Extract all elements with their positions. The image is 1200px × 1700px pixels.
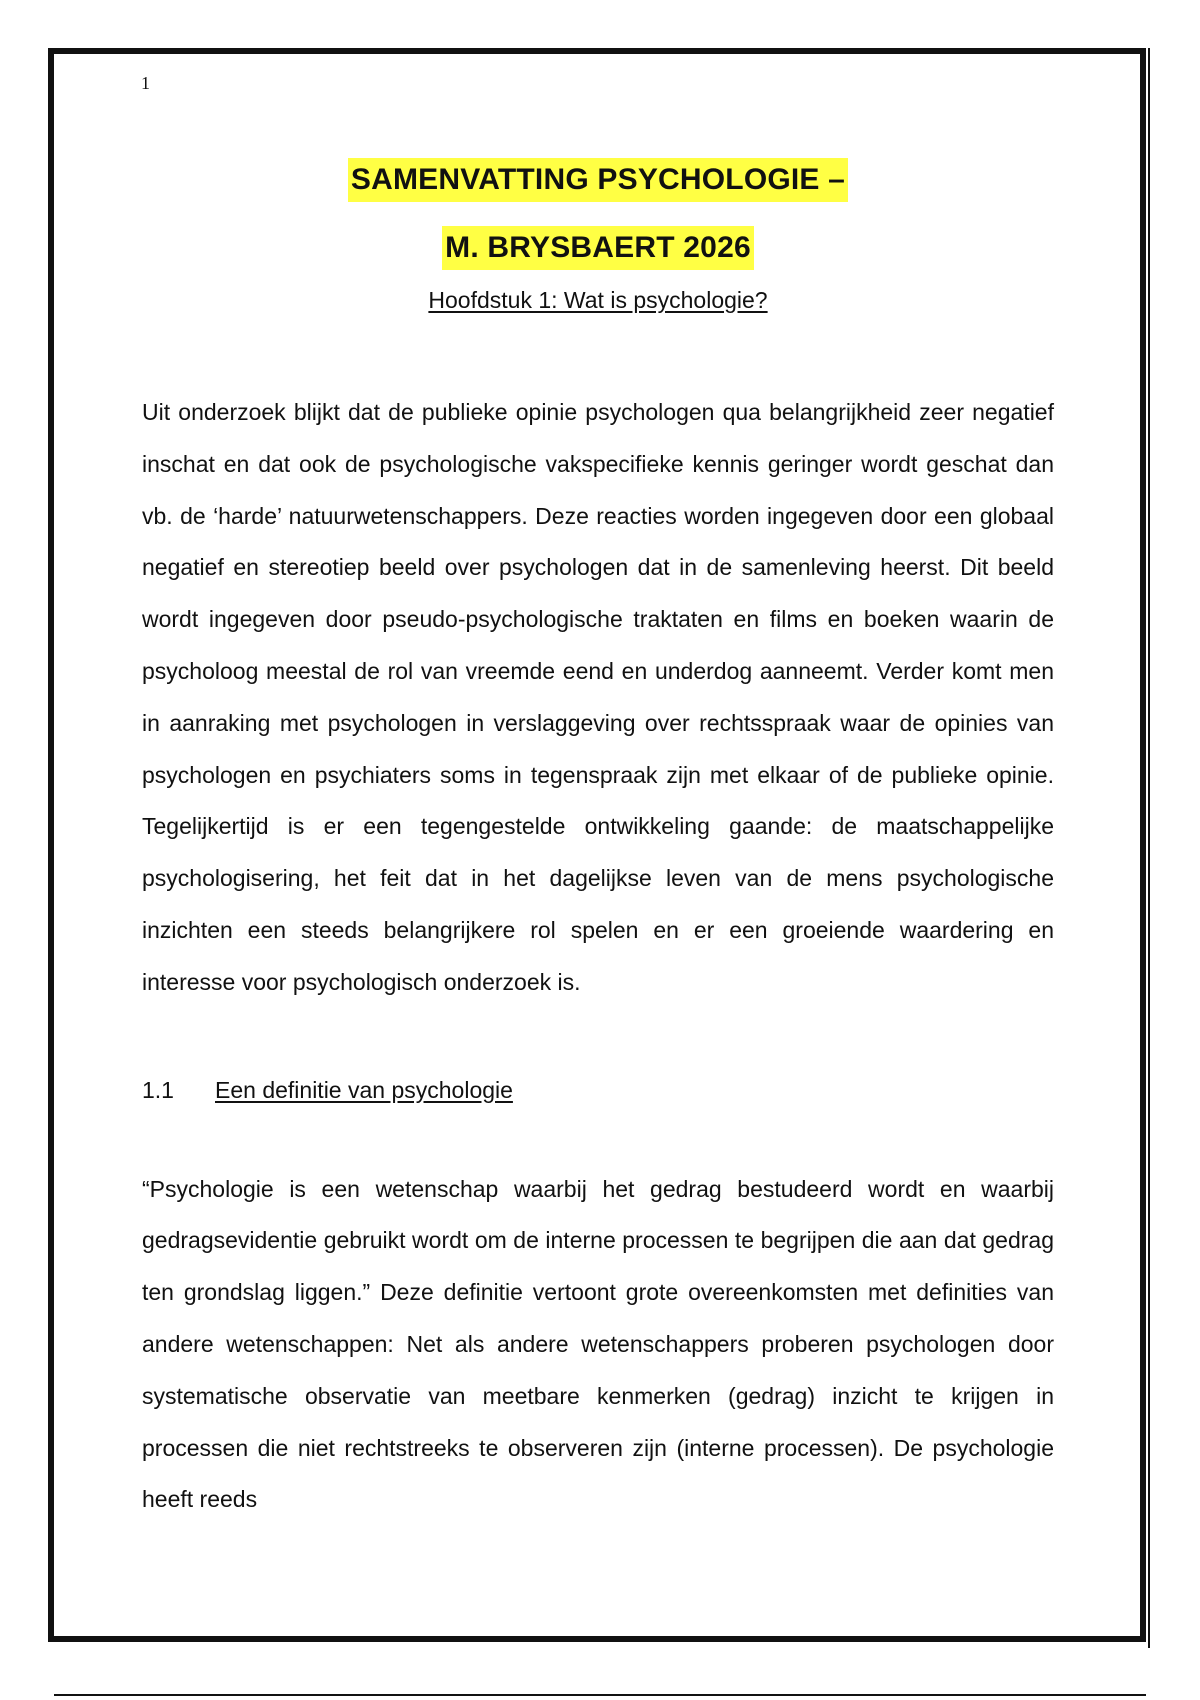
highlighted-title-text-1: SAMENVATTING PSYCHOLOGIE – — [348, 158, 848, 202]
bottom-divider — [54, 1694, 1146, 1696]
document-title-line-1 — [142, 144, 1054, 212]
document-title-line-2 — [142, 212, 1054, 280]
definition-paragraph: “Psychologie is een wetenschap waarbij het gedrag bestudeerd wordt en waarbij gedragsevidentie gebruikt wordt om de interne processen te begrijpen die aan dat gedrag ten grondslag liggen.” Deze definitie vertoont grote overeenkomsten met definities van andere wetenschappen: Net als andere wetenschappers proberen psychologen door systematische observatie van meetbare kenmerken (gedrag) inzicht te krijgen in processen die niet rechtstreeks te observeren zijn (interne processen). De psychologie heeft reeds — [142, 1175, 1054, 1513]
page-number: 1 — [141, 73, 150, 93]
document-content — [142, 144, 1054, 1526]
section-title: Een definitie van psychologie — [215, 1076, 513, 1103]
section-heading — [142, 1064, 1054, 1116]
document-page — [48, 48, 1146, 1642]
highlighted-title-text-2: M. BRYSBAERT 2026 — [442, 226, 754, 270]
section-number: 1.1 — [142, 1076, 174, 1103]
chapter-title: Hoofdstuk 1: Wat is psychologie? — [428, 287, 768, 313]
intro-paragraph: Uit onderzoek blijkt dat de publieke opinie psychologen qua belangrijkheid zeer negatief inschat en dat ook de psychologische vakspecifieke kennis geringer wordt geschat dan vb. de ‘harde’ natuurwetenschappers. Deze reacties worden ingegeven door een globaal negatief en stereotiep beeld over psychologen dat in de samenleving heerst. Dit beeld wordt ingegeven door pseudo-psychologische traktaten en films en boeken waarin de psycholoog meestal de rol van vreemde eend en underdog aanneemt. Verder komt men in aanraking met psychologen in verslaggeving over rechtsspraak waar de opinies van psychologen en psychiaters soms in tegenspraak zijn met elkaar of de publieke opinie. Tegelijkertijd is er een tegengestelde ontwikkeling gaande: de maatschappelijke psychologisering, het feit dat in het dagelijkse leven van de mens psychologische inzichten een steeds belangrijkere rol spelen en er een groeiende waardering en interesse voor psychologisch onderzoek is. — [142, 399, 1054, 995]
